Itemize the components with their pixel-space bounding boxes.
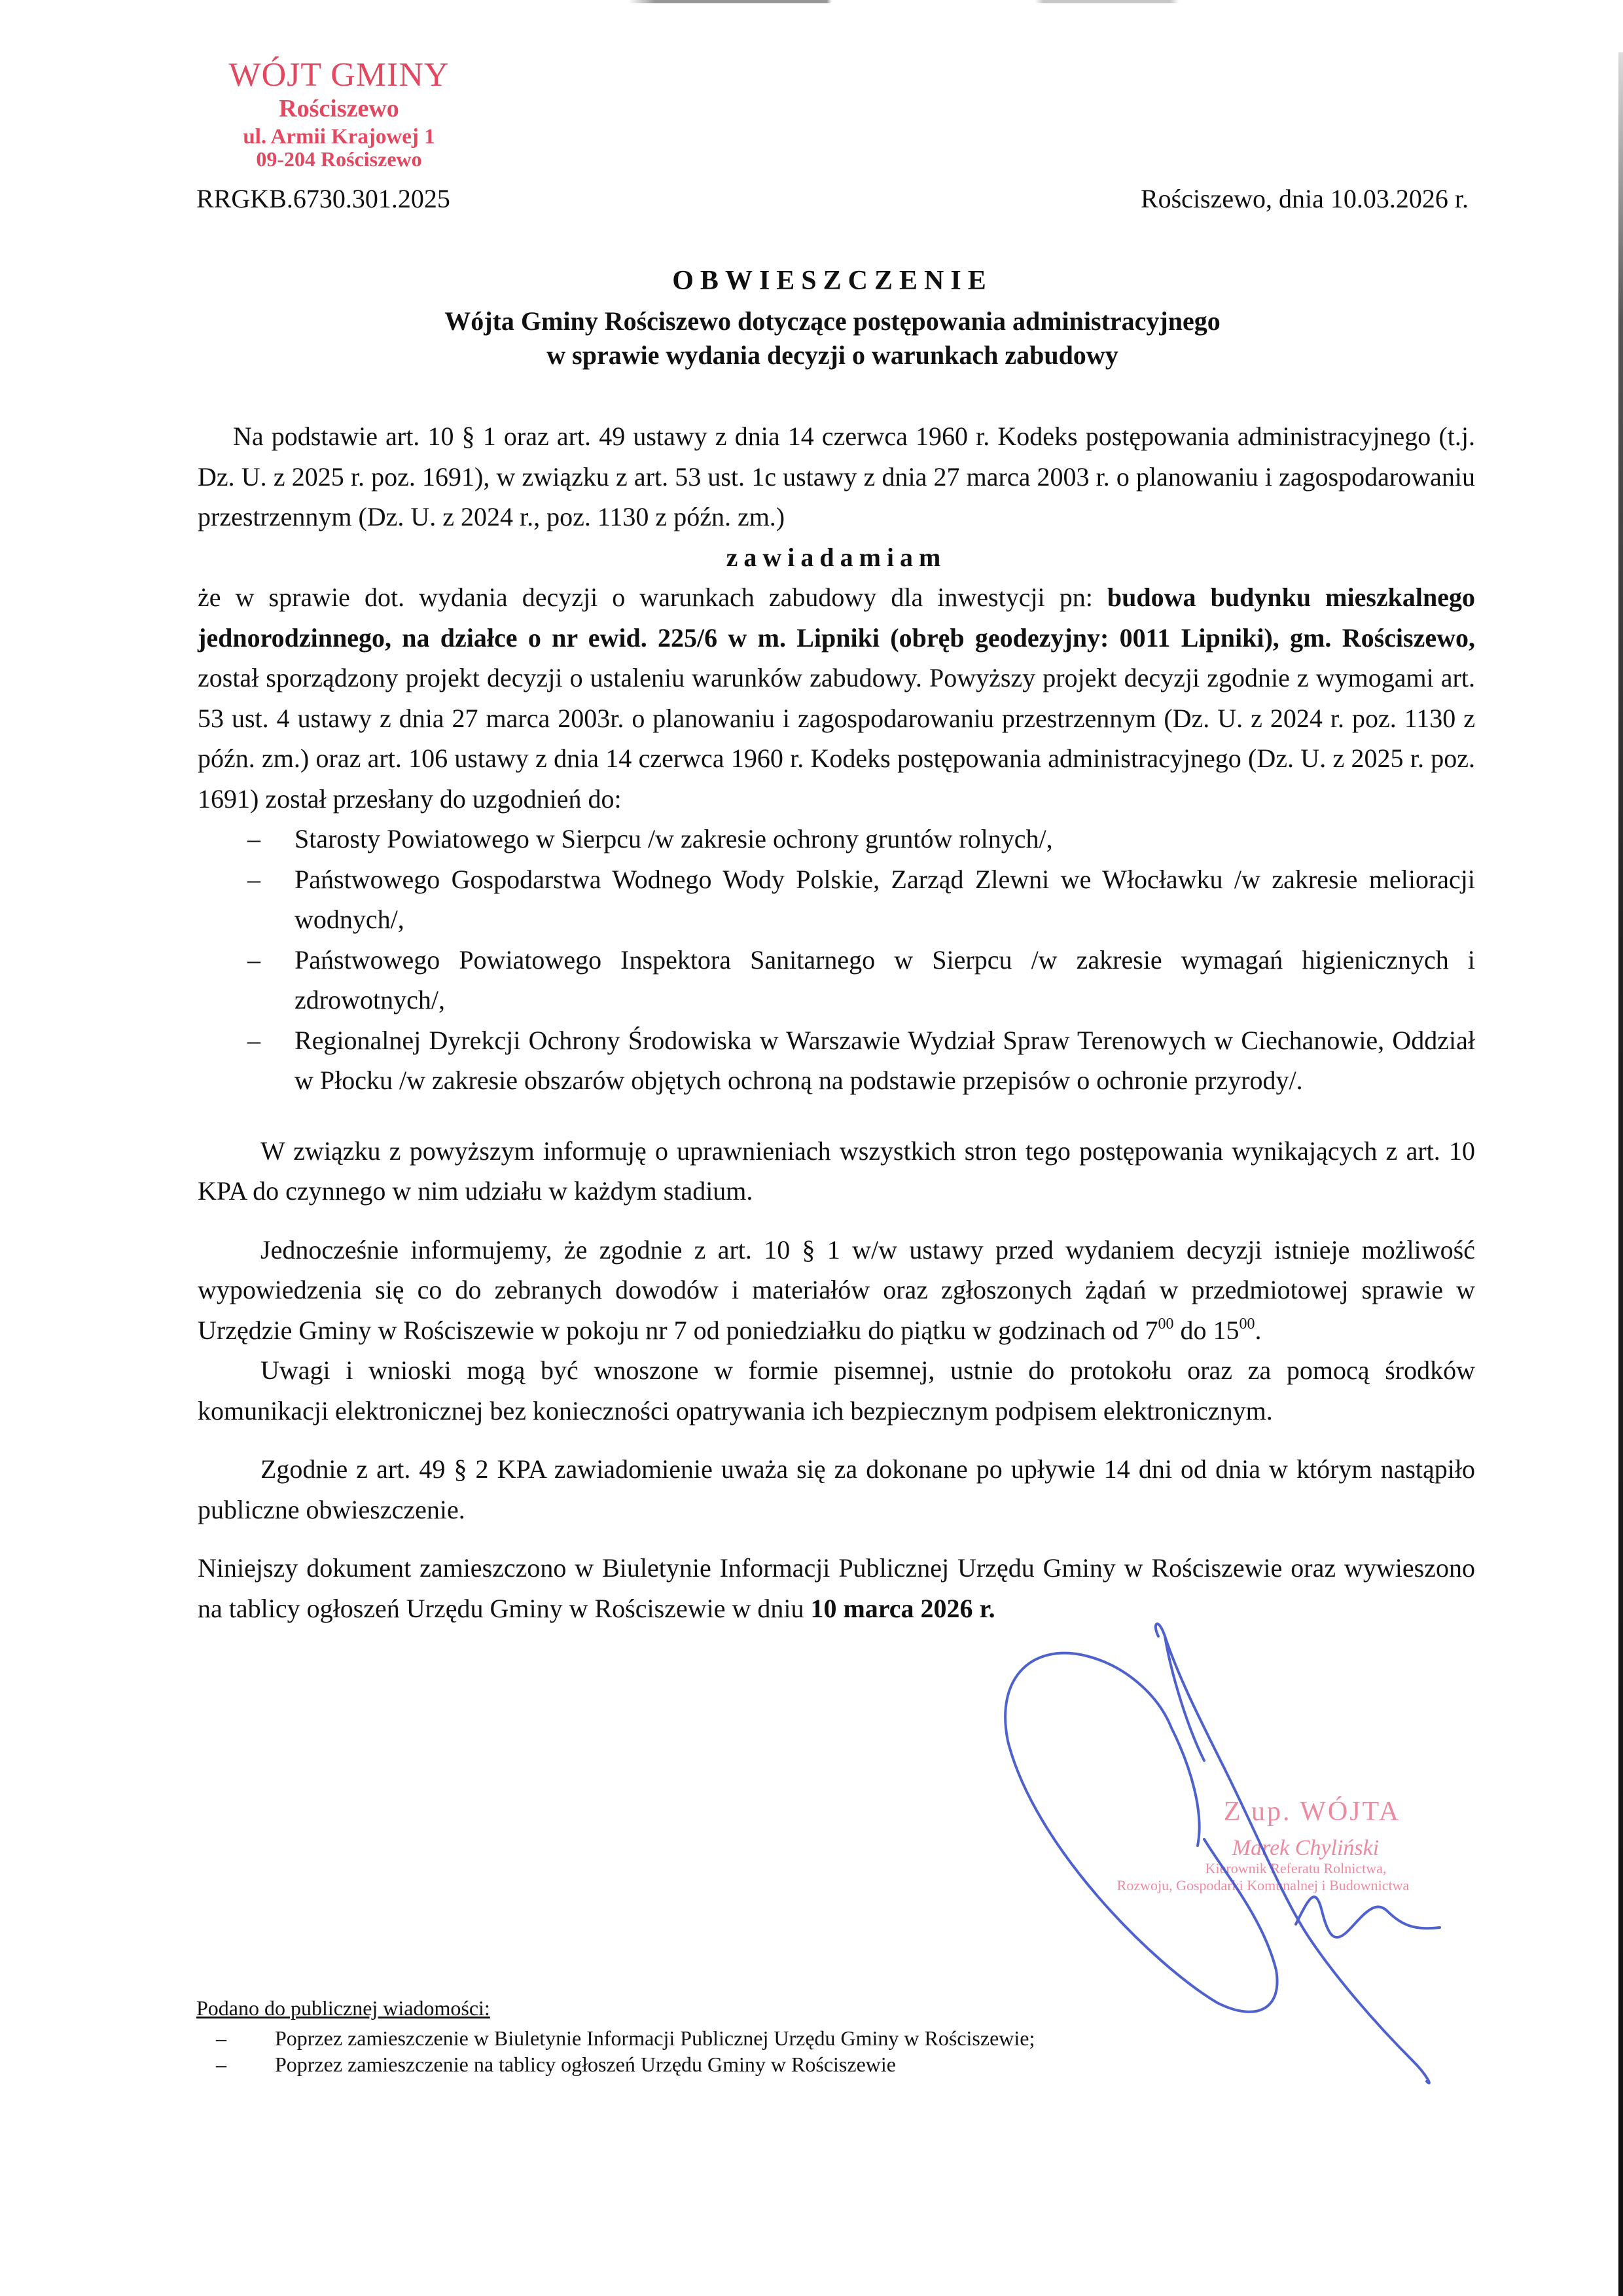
footer-heading: Podano do publicznej wiadomości: [196,1996,490,2020]
title-subtitle [196,304,1469,372]
stamp-postal: 09-204 Rościszewo [256,147,422,171]
hours-to-sup: 00 [1239,1315,1255,1333]
signature-authority: Z up. WÓJTA [1223,1797,1401,1827]
footer-list [196,2025,1035,2077]
footer-item: – Poprzez zamieszczenie w Biuletynie Informacji Publicznej Urzędu Gminy w Rościszewie; [196,2025,1035,2051]
info-text: Jednocześnie informujemy, że zgodnie z art. 10 § 1 w/w ustawy przed wydaniem decyzji istnieje możliwość wypowiedzenia się co do zebranych dowodów i materiałów oraz zgłoszonych żądań w przedmiotowej sprawie w Urzędzie Gminy w Rościszewie w pokoju nr 7 od poniedziałku do piątku w godzinach od 7 [198,1234,1475,1345]
recipient-item: – Starosty Powiatowego w Sierpcu /w zakresie ochrony gruntów rolnych/, [198,819,1475,859]
stamp-title: WÓJT GMINY [228,56,450,94]
recipient-item: – Państwowego Powiatowego Inspektora Sanitarnego w Sierpcu /w zakresie wymagań higienicznych i zdrowotnych/, [198,940,1475,1020]
remarks-paragraph: Uwagi i wnioski mogą być wnoszone w formie pisemnej, ustnie do protokołu oraz za pomocą środków komunikacji elektronicznej bez konieczności opatrywania ich bezpiecznym podpisem elektronicznym. [198,1355,1475,1426]
scan-edge-top [628,0,1531,3]
publication-paragraph [198,1548,1475,1628]
place-date: Rościszewo, dnia 10.03.2026 r. [1140,184,1469,213]
rights-paragraph: W związku z powyższym informuję o uprawnieniach wszystkich stron tego postępowania wynikających z art. 10 KPA do czynnego w nim udziału w każdym stadium. [198,1136,1475,1206]
footer-item: – Poprzez zamieszczenie na tablicy ogłoszeń Urzędu Gminy w Rościszewie [196,2051,1035,2077]
recipient-item: – Państwowego Gospodarstwa Wodnego Wody Polskie, Zarząd Zlewni we Włocławku /w zakresie melioracji wodnych/, [198,859,1475,940]
main-text-1: że w sprawie dot. wydania decyzji o warunkach zabudowy dla inwestycji pn: [198,583,1107,612]
info-paragraph [198,1230,1475,1351]
delivery-paragraph: Zgodnie z art. 49 § 2 KPA zawiadomienie uważa się za dokonane po upływie 14 dni od dnia w którym nastąpiło publiczne obwieszczenie. [198,1454,1475,1524]
title-main: OBWIESZCZENIE [672,266,993,296]
signatory-position-2: Rozwoju, Gospodarki Komunalnej i Budownictwa [1116,1876,1410,1893]
investment-description: budowa budynku mieszkalnego jednorodzinnego, na działce o nr ewid. 225/6 w m. Lipniki (obręb geodezyjny: 0011 Lipniki), gm. Rościszewo, [198,583,1475,653]
stamp-municipality: Rościszewo [279,94,399,122]
signature-stamp [1047,1797,1479,1893]
hours-end: . [1255,1315,1262,1345]
hours-to-text: do 15 [1173,1315,1240,1345]
subtitle-line-1: Wójta Gminy Rościszewo dotyczące postępowania administracyjnego [444,306,1221,336]
main-text-2: został sporządzony projekt decyzji o ustaleniu warunków zabudowy. Powyższy projekt decyzji zgodnie z wymogami art. 53 ust. 4 ustawy z dnia 27 marca 2003r. o planowaniu i zagospodarowaniu przestrzennym (Dz. U. z 2024 r. poz. 1130 z późn. zm.) oraz art. 106 ustawy z dnia 14 czerwca 1960 r. Kodeks postępowania administracyjnego (Dz. U. z 2025 r. poz. 1691) został przesłany do uzgodnień do: [198,663,1475,814]
main-paragraph [198,577,1475,819]
signatory-name: Marek Chyliński [1232,1836,1380,1861]
hours-from-sup: 00 [1158,1315,1174,1333]
subtitle-line-2: w sprawie wydania decyzji o warunkach zabudowy [546,340,1118,370]
recipients-list [198,819,1475,1101]
reference-number: RRGKB.6730.301.2025 [196,184,450,213]
document-body [198,416,1475,1628]
publication-text: Niniejszy dokument zamieszczono w Biuletynie Informacji Publicznej Urzędu Gminy w Rościszewie oraz wywieszono na tablicy ogłoszeń Urzędu Gminy w Rościszewie w dniu [198,1553,1475,1623]
document-title [196,265,1469,372]
office-stamp [208,58,470,171]
publication-date: 10 marca 2026 r. [810,1593,995,1623]
signatory-position-1: Kierownik Referatu Rolnictwa, [1205,1859,1387,1876]
stamp-street: ul. Armii Krajowej 1 [243,125,435,149]
notify-heading: zawiadamiam [726,542,947,572]
recipient-item: – Regionalnej Dyrekcji Ochrony Środowiska w Warszawie Wydział Spraw Terenowych w Ciechanowie, Oddział w Płocku /w zakresie obszarów objętych ochroną na podstawie przepisów o ochronie przyrody/. [198,1020,1475,1101]
scan-edge-right [1618,52,1623,2296]
publication-footer [196,1995,1035,2077]
legal-basis-paragraph: Na podstawie art. 10 § 1 oraz art. 49 ustawy z dnia 14 czerwca 1960 r. Kodeks postępowania administracyjnego (t.j. Dz. U. z 2025 r. poz. 1691), w związku z art. 53 ust. 1c ustawy z dnia 27 marca 2003 r. o planowaniu i zagospodarowaniu przestrzennym (Dz. U. z 2024 r., poz. 1130 z późn. zm.) [198,422,1475,531]
